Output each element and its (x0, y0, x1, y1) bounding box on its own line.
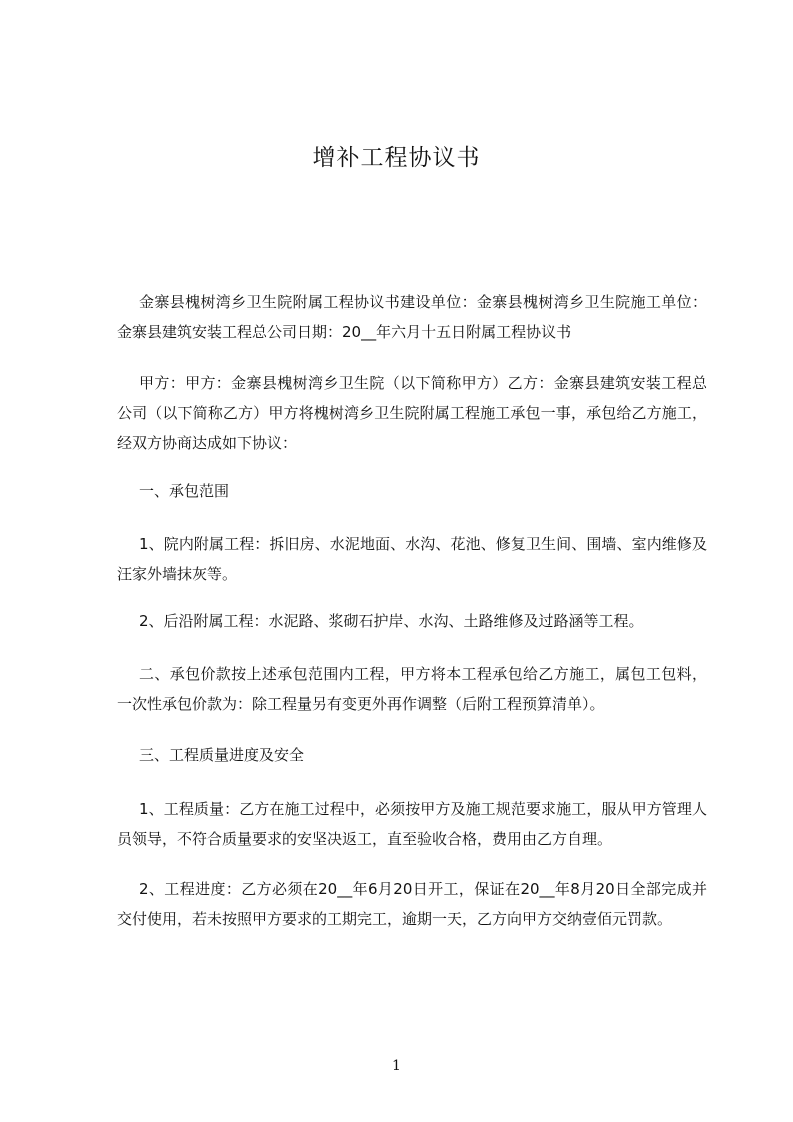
scope-item-1: 1、院内附属工程：拆旧房、水泥地面、水沟、花池、修复卫生间、围墙、室内维修及汪家外墙抹灰等。 (117, 535, 707, 583)
intro-paragraph: 金寨县槐树湾乡卫生院附属工程协议书建设单位：金寨县槐树湾乡卫生院施工单位：金寨县建筑安装工程总公司日期：20__年六月十五日附属工程协议书 (117, 293, 707, 341)
quality-item-1: 1、工程质量：乙方在施工过程中，必须按甲方及施工规范要求施工，服从甲方管理人员领导，不符合质量要求的安坚决返工，直至验收合格，费用由乙方自理。 (117, 800, 707, 848)
scope-item-2: 2、后沿附属工程：水泥路、浆砌石护岸、水沟、土路维修及过路涵等工程。 (139, 612, 644, 630)
section-heading-quality: 三、工程质量进度及安全 (139, 746, 305, 764)
document-title: 增补工程协议书 (312, 145, 481, 171)
price-paragraph: 二、承包价款按上述承包范围内工程，甲方将本工程承包给乙方施工，属包工包料，一次性承包价款为：除工程量另有变更外再作调整（后附工程预算清单）。 (117, 665, 707, 713)
parties-paragraph: 甲方：甲方：金寨县槐树湾乡卫生院（以下简称甲方）乙方：金寨县建筑安装工程总公司（以下简称乙方）甲方将槐树湾乡卫生院附属工程施工承包一事，承包给乙方施工，经双方协商达成如下协议： (117, 374, 707, 452)
page-number: 1 (392, 1058, 401, 1074)
section-heading-scope: 一、承包范围 (139, 482, 230, 500)
quality-item-2: 2、工程进度：乙方必须在20__年6月20日开工，保证在20__年8月20日全部完成并交付使用，若未按照甲方要求的工期完工，逾期一天，乙方向甲方交纳壹佰元罚款。 (117, 880, 707, 928)
